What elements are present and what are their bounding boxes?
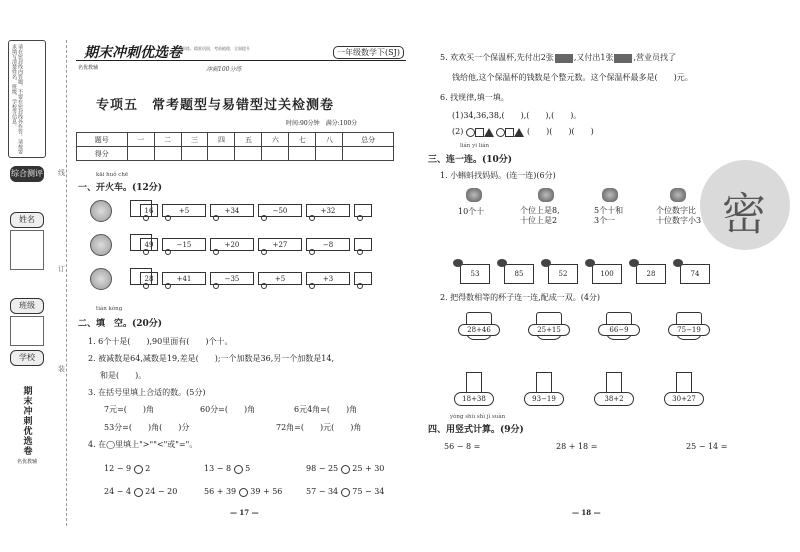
score-h: 六 bbox=[262, 133, 289, 147]
score-h: 七 bbox=[289, 133, 316, 147]
brand-sub: 名优教辅 bbox=[16, 459, 37, 465]
tadpole-card[interactable]: 85 bbox=[504, 264, 534, 284]
sock-label: 18+38 bbox=[454, 392, 494, 406]
train-car[interactable]: +20 bbox=[210, 238, 254, 251]
sock-label: 93−19 bbox=[524, 392, 564, 406]
q6-row1: (1)34,36,38,( ),( ),( )。 bbox=[452, 111, 582, 120]
q6: 6. 找规律,填一填。 bbox=[440, 93, 509, 102]
seal-line bbox=[66, 40, 67, 526]
page-title: 专项五 常考题型与易错型过关检测卷 bbox=[96, 98, 335, 113]
train-car[interactable]: −15 bbox=[162, 238, 206, 251]
s4-title: 四、用竖式计算。(9分) bbox=[428, 425, 524, 435]
train-car[interactable]: +3 bbox=[306, 272, 350, 285]
vertical-calc[interactable]: 25 − 14 = bbox=[686, 442, 728, 451]
score-h: 总分 bbox=[343, 133, 394, 147]
sock-label: 30+27 bbox=[664, 392, 704, 406]
compare-circle[interactable] bbox=[341, 465, 350, 474]
motto: 冲刺100分练 bbox=[206, 66, 242, 73]
train-car[interactable]: −8 bbox=[306, 238, 350, 251]
school-label: 学校 bbox=[10, 350, 44, 366]
sock-label: 38+2 bbox=[594, 392, 634, 406]
frog-label[interactable]: 个位上是8, 十位上是2 bbox=[520, 206, 560, 225]
header-rule bbox=[76, 60, 406, 61]
score-cell[interactable] bbox=[262, 147, 289, 161]
score-cell[interactable] bbox=[127, 147, 154, 161]
cmp-expr: 75 − 34 bbox=[352, 487, 385, 496]
score-h: 八 bbox=[316, 133, 343, 147]
sock[interactable] bbox=[520, 372, 570, 408]
slogan: 专项训练，精准巩固，考前梳理，全面提升 bbox=[174, 46, 250, 51]
tadpole-card[interactable]: 100 bbox=[592, 264, 622, 284]
tadpole-card[interactable]: 53 bbox=[460, 264, 490, 284]
tadpole-card[interactable]: 74 bbox=[680, 264, 710, 284]
sock[interactable] bbox=[590, 372, 640, 408]
train-start: 49 bbox=[140, 238, 158, 251]
triangle-shape bbox=[484, 128, 494, 137]
publisher: 名优教辅 bbox=[78, 65, 99, 71]
square-shape bbox=[505, 128, 514, 137]
s3-pinyin: lián yi lián bbox=[460, 143, 490, 149]
banknote-icon bbox=[555, 54, 573, 63]
train-car-end[interactable] bbox=[354, 272, 372, 285]
badge: 综合测评 bbox=[10, 166, 44, 182]
compare-circle[interactable] bbox=[234, 465, 243, 474]
score-cell[interactable] bbox=[316, 147, 343, 161]
frog-label[interactable]: 个位数字比 十位数字小3 bbox=[656, 206, 702, 225]
full-score: 满分:100分 bbox=[325, 120, 358, 127]
cmp-expr: 57 − 34 bbox=[306, 487, 339, 496]
score-cell[interactable] bbox=[343, 147, 394, 161]
s4-pinyin: yòng shù shì jì suàn bbox=[450, 414, 506, 420]
score-row bbox=[77, 147, 394, 161]
square-shape bbox=[475, 128, 484, 137]
vertical-calc[interactable]: 28 + 18 = bbox=[556, 442, 598, 451]
exam-meta bbox=[286, 118, 357, 127]
q5b: ,又付出1张 bbox=[573, 53, 614, 62]
compare-circle[interactable] bbox=[341, 488, 350, 497]
score-cell[interactable] bbox=[181, 147, 208, 161]
circle-shape bbox=[496, 128, 505, 137]
page-header bbox=[76, 38, 406, 80]
train-car[interactable]: +5 bbox=[162, 204, 206, 217]
seal-char-3: 装 bbox=[58, 365, 65, 373]
triangle-shape bbox=[514, 128, 524, 137]
seal-char-1: 线 bbox=[58, 169, 65, 177]
cmp-expr: 5 bbox=[245, 464, 251, 473]
cmp-expr: 98 − 25 bbox=[306, 464, 339, 473]
cup-label: 66−9 bbox=[598, 324, 640, 336]
logo: 期末冲刺优选卷 bbox=[84, 45, 182, 61]
page-number-left: — 17 — bbox=[230, 508, 259, 517]
brand-title: 期末冲刺优选卷 bbox=[21, 386, 32, 456]
s2-pinyin: tián kòng bbox=[96, 306, 123, 312]
s2-title: 二、填 空。(20分) bbox=[78, 319, 163, 329]
cup-label: 75−19 bbox=[668, 324, 710, 336]
sock[interactable] bbox=[660, 372, 710, 408]
compare-circle[interactable] bbox=[134, 488, 143, 497]
train-car[interactable]: +34 bbox=[210, 204, 254, 217]
cup[interactable] bbox=[454, 312, 504, 344]
frog-icon bbox=[538, 188, 554, 202]
train-car[interactable]: +27 bbox=[258, 238, 302, 251]
score-cell[interactable] bbox=[235, 147, 262, 161]
score-h: 三 bbox=[181, 133, 208, 147]
q5c: ,营业员找了 bbox=[633, 53, 676, 62]
cup-label: 28+46 bbox=[458, 324, 500, 336]
cmp-expr: 12 − 9 bbox=[104, 464, 132, 473]
cup[interactable] bbox=[664, 312, 714, 344]
unit-5: 72角=( )元( )角 bbox=[276, 423, 362, 432]
left-binding-sidebar bbox=[6, 40, 50, 526]
banknote-icon bbox=[614, 54, 632, 63]
score-h: 一 bbox=[127, 133, 154, 147]
cmp-expr: 24 − 4 bbox=[104, 487, 132, 496]
q6-row2: (2) ( )( )( ) bbox=[452, 127, 594, 136]
tadpole-card[interactable]: 52 bbox=[548, 264, 578, 284]
name-field[interactable] bbox=[10, 230, 44, 270]
frog-label[interactable]: 10个十 bbox=[458, 207, 485, 216]
compare-circle[interactable] bbox=[239, 488, 248, 497]
cup-label: 25+15 bbox=[528, 324, 570, 336]
score-table bbox=[76, 132, 394, 161]
s3-q1: 1. 小蝌蚪找妈妈。(连一连)(6分) bbox=[440, 171, 556, 180]
s1-pinyin: kāi huǒ chē bbox=[96, 172, 129, 178]
cmp-expr: 13 − 8 bbox=[204, 464, 232, 473]
q6-row2-label: (2) bbox=[452, 127, 464, 136]
train-car[interactable]: +41 bbox=[162, 272, 206, 285]
unit-2: 60分=( )角 bbox=[200, 405, 256, 414]
q5-line1 bbox=[440, 52, 676, 63]
tadpole-card[interactable]: 28 bbox=[636, 264, 666, 284]
score-h: 四 bbox=[208, 133, 235, 147]
train-start: 28 bbox=[140, 272, 158, 285]
name-label: 姓名 bbox=[10, 212, 44, 228]
notice-box bbox=[8, 40, 46, 158]
squirrel-icon bbox=[90, 200, 112, 222]
page-number-right: — 18 — bbox=[572, 508, 601, 517]
seal-stamp-char: 密 bbox=[722, 189, 766, 240]
s2-q2b: 和是( )。 bbox=[100, 371, 147, 380]
train-car[interactable]: +32 bbox=[306, 204, 350, 217]
score-cell[interactable] bbox=[289, 147, 316, 161]
compare-circle[interactable] bbox=[134, 465, 143, 474]
train-start: 16 bbox=[140, 204, 158, 217]
cup[interactable] bbox=[594, 312, 644, 344]
monkey-icon bbox=[90, 268, 112, 290]
q5a: 5. 欢欢买一个保温杯,先付出2张 bbox=[440, 53, 554, 62]
score-cell[interactable] bbox=[208, 147, 235, 161]
compare-row bbox=[104, 464, 150, 474]
class-label: 班级 bbox=[10, 298, 44, 314]
train-car[interactable]: −35 bbox=[210, 272, 254, 285]
compare-row bbox=[204, 487, 282, 497]
score-h: 二 bbox=[154, 133, 181, 147]
sidebar-brand bbox=[8, 386, 46, 510]
q5-line2: 钱给他,这个保温杯的钱数是个整元数。这个保温杯最多是( )元。 bbox=[452, 73, 693, 82]
score-h: 题号 bbox=[77, 133, 128, 147]
score-h: 五 bbox=[235, 133, 262, 147]
compare-row bbox=[306, 487, 384, 497]
train-car-end[interactable] bbox=[354, 204, 372, 217]
train-car[interactable]: +5 bbox=[258, 272, 302, 285]
compare-row bbox=[306, 464, 384, 474]
cmp-expr: 2 bbox=[145, 464, 151, 473]
frog-icon bbox=[602, 188, 618, 202]
seal-char-2: 订 bbox=[58, 265, 65, 273]
grade-badge: 一年级数学下(SJ) bbox=[333, 46, 404, 59]
notice-text: 请在密封线内答题，不要在密封线外作答。请按要求填写清楚姓名、班级、学校等信息。 bbox=[11, 44, 23, 154]
unit-4: 53分=( )角( )分 bbox=[104, 423, 190, 432]
cmp-expr: 24 − 20 bbox=[145, 487, 178, 496]
unit-3: 6元4角=( )角 bbox=[294, 405, 358, 414]
sock[interactable] bbox=[450, 372, 500, 408]
cmp-expr: 25 + 30 bbox=[352, 464, 385, 473]
s3-q2: 2. 把得数相等的杯子连一连,配成一双。(4分) bbox=[440, 293, 601, 302]
circle-shape bbox=[466, 128, 475, 137]
s2-q2a: 2. 被减数是64,减数是19,差是( );一个加数是36,另一个加数是14, bbox=[88, 354, 335, 363]
frog-icon bbox=[670, 188, 686, 202]
time-limit: 时间:90分钟 bbox=[286, 120, 320, 127]
train-row bbox=[90, 238, 410, 256]
train-car-end[interactable] bbox=[354, 238, 372, 251]
cmp-expr: 56 + 39 bbox=[204, 487, 237, 496]
compare-row bbox=[104, 487, 177, 497]
cmp-expr: 39 + 56 bbox=[250, 487, 283, 496]
tiger-icon bbox=[90, 234, 112, 256]
score-row-label: 得分 bbox=[77, 147, 128, 161]
s3-title: 三、连一连。(10分) bbox=[428, 155, 513, 165]
s2-q1: 1. 6个十是( ),90里面有( )个十。 bbox=[88, 337, 233, 346]
compare-row bbox=[204, 464, 250, 474]
cup[interactable] bbox=[524, 312, 574, 344]
s2-q4: 4. 在◯里填上">""<"或"="。 bbox=[88, 440, 198, 449]
class-field[interactable] bbox=[10, 316, 44, 346]
vertical-calc[interactable]: 56 − 8 = bbox=[444, 442, 481, 451]
score-header-row bbox=[77, 133, 394, 147]
train-car[interactable]: −50 bbox=[258, 204, 302, 217]
unit-1: 7元=( )角 bbox=[104, 405, 155, 414]
s1-title: 一、开火车。(12分) bbox=[78, 183, 163, 193]
s2-q3: 3. 在括号里填上合适的数。(5分) bbox=[88, 388, 206, 397]
train-row bbox=[90, 204, 410, 222]
train-row bbox=[90, 272, 410, 290]
frog-label[interactable]: 5个十和 3个一 bbox=[594, 206, 624, 225]
frog-icon bbox=[466, 188, 482, 202]
score-cell[interactable] bbox=[154, 147, 181, 161]
